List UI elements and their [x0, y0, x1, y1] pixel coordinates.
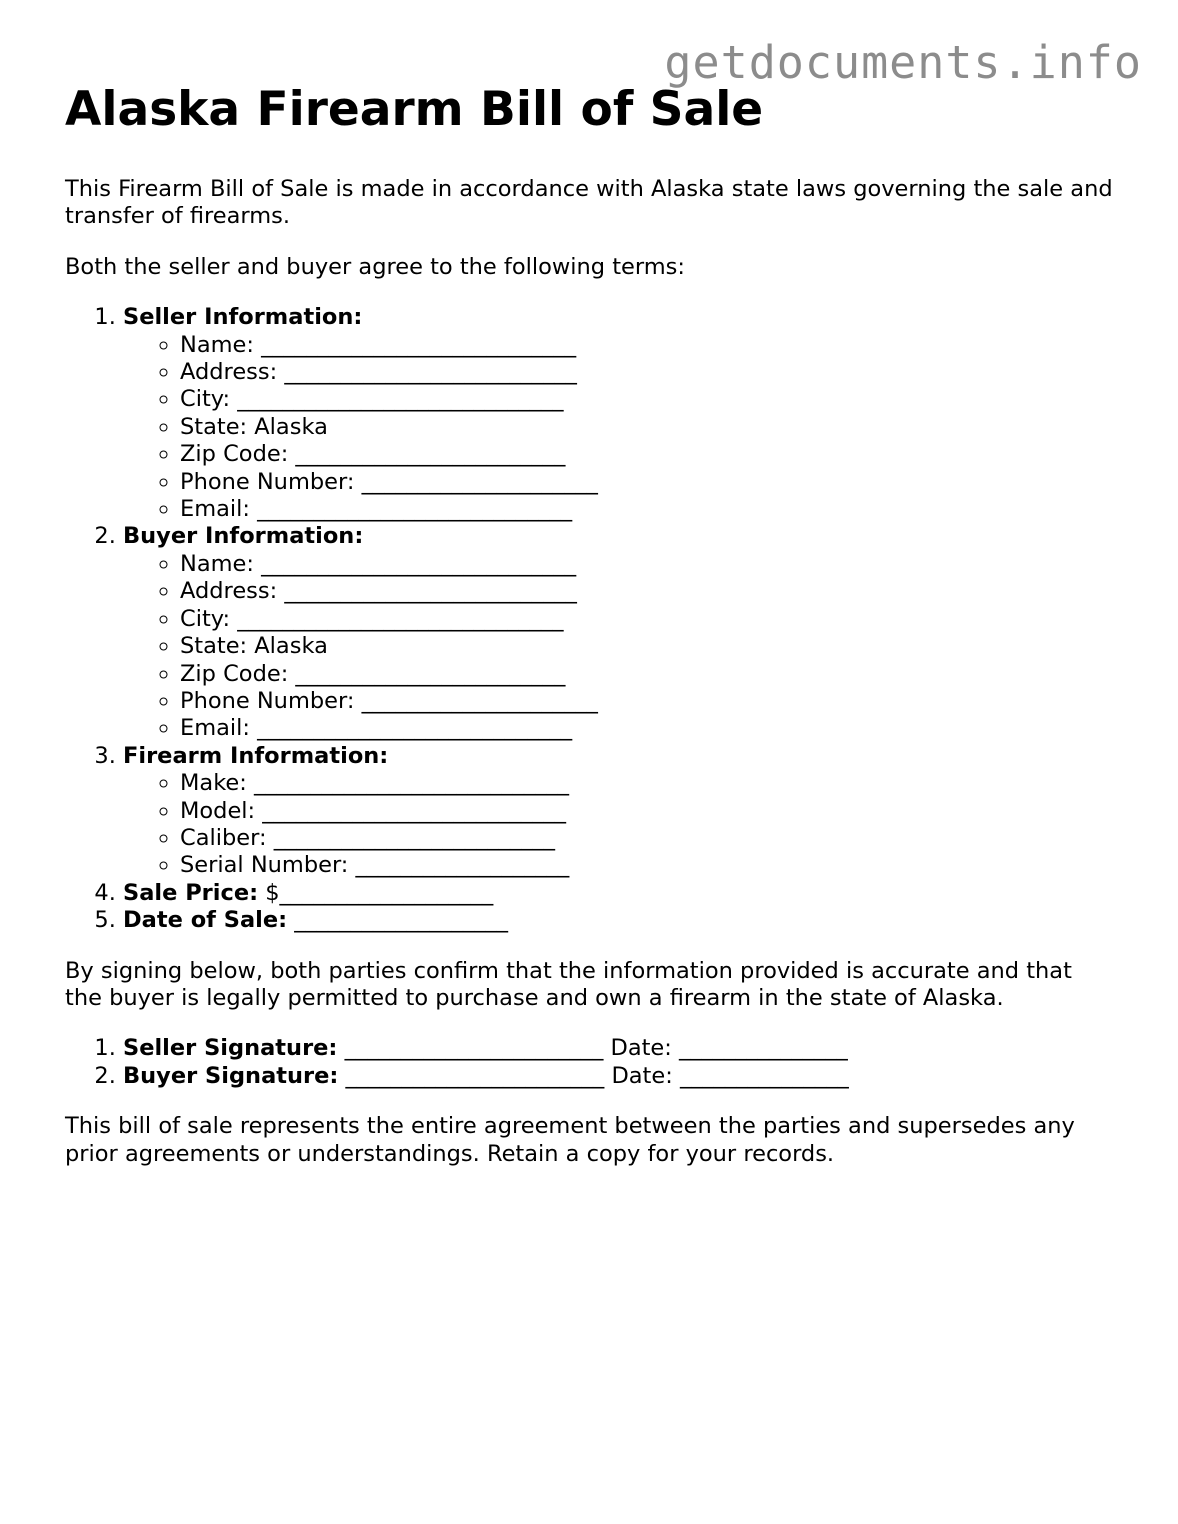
- buyer-phone-field: ◦ Phone Number: _____________________: [180, 688, 1115, 715]
- buyer-state-field: ◦ State: Alaska: [180, 633, 1115, 660]
- signature-list: [65, 1035, 1115, 1090]
- watermark: getdocuments.info: [664, 36, 1142, 89]
- intro-paragraph: This Firearm Bill of Sale is made in accordance with Alaska state laws governing the sale and transfer of firearms.: [65, 176, 1113, 230]
- confirm-paragraph: By signing below, both parties confirm that the information provided is accurate and that the buyer is legally permitted to purchase and own a firearm in the state of Alaska.: [65, 957, 1072, 1011]
- agree-paragraph: Both the seller and buyer agree to the following terms:: [65, 253, 685, 280]
- firearm-model-field: ◦ Model: ___________________________: [180, 798, 1115, 825]
- seller-signature-line: _______________________ Date: _______________: [337, 1035, 848, 1062]
- buyer-signature-label: Buyer Signature:: [123, 1062, 339, 1089]
- buyer-signature-item: [123, 1063, 1115, 1090]
- date-of-sale-value: ___________________: [287, 907, 509, 934]
- sale-price-value: $___________________: [258, 879, 494, 906]
- firearm-serial-field: ◦ Serial Number: ___________________: [180, 852, 1115, 879]
- seller-heading: Seller Information:: [123, 304, 363, 331]
- buyer-name-field: ◦ Name: ____________________________: [180, 551, 1115, 578]
- seller-address-field: ◦ Address: __________________________: [180, 359, 1115, 386]
- firearm-heading: Firearm Information:: [123, 742, 389, 769]
- buyer-heading: Buyer Information:: [123, 523, 364, 550]
- buyer-address-field: ◦ Address: __________________________: [180, 578, 1115, 605]
- seller-city-field: ◦ City: _____________________________: [180, 386, 1115, 413]
- seller-phone-field: ◦ Phone Number: _____________________: [180, 469, 1115, 496]
- firearm-section: [123, 743, 1115, 880]
- buyer-signature-line: _______________________ Date: _______________: [338, 1062, 849, 1089]
- page-title: Alaska Firearm Bill of Sale: [65, 82, 764, 137]
- buyer-fields: [123, 551, 1115, 743]
- seller-state-field: ◦ State: Alaska: [180, 414, 1115, 441]
- closing-paragraph: This bill of sale represents the entire agreement between the parties and supersedes any prior agreements or understandings. Retain a copy for your records.: [65, 1113, 1075, 1167]
- document-body: [65, 78, 1115, 1191]
- seller-email-field: ◦ Email: ____________________________: [180, 496, 1115, 523]
- seller-signature-item: [123, 1035, 1115, 1062]
- terms-list: [65, 304, 1115, 934]
- firearm-make-field: ◦ Make: ____________________________: [180, 770, 1115, 797]
- seller-section: [123, 304, 1115, 523]
- buyer-city-field: ◦ City: _____________________________: [180, 606, 1115, 633]
- seller-name-field: ◦ Name: ____________________________: [180, 332, 1115, 359]
- sale-price-item: [123, 880, 1115, 907]
- seller-fields: [123, 332, 1115, 524]
- firearm-fields: [123, 770, 1115, 880]
- buyer-zip-field: ◦ Zip Code: ________________________: [180, 661, 1115, 688]
- seller-signature-label: Seller Signature:: [123, 1035, 338, 1062]
- buyer-email-field: ◦ Email: ____________________________: [180, 715, 1115, 742]
- date-of-sale-item: [123, 907, 1115, 934]
- firearm-caliber-field: ◦ Caliber: _________________________: [180, 825, 1115, 852]
- seller-zip-field: ◦ Zip Code: ________________________: [180, 441, 1115, 468]
- sale-price-label: Sale Price:: [123, 879, 259, 906]
- date-of-sale-label: Date of Sale:: [123, 907, 288, 934]
- buyer-section: [123, 523, 1115, 742]
